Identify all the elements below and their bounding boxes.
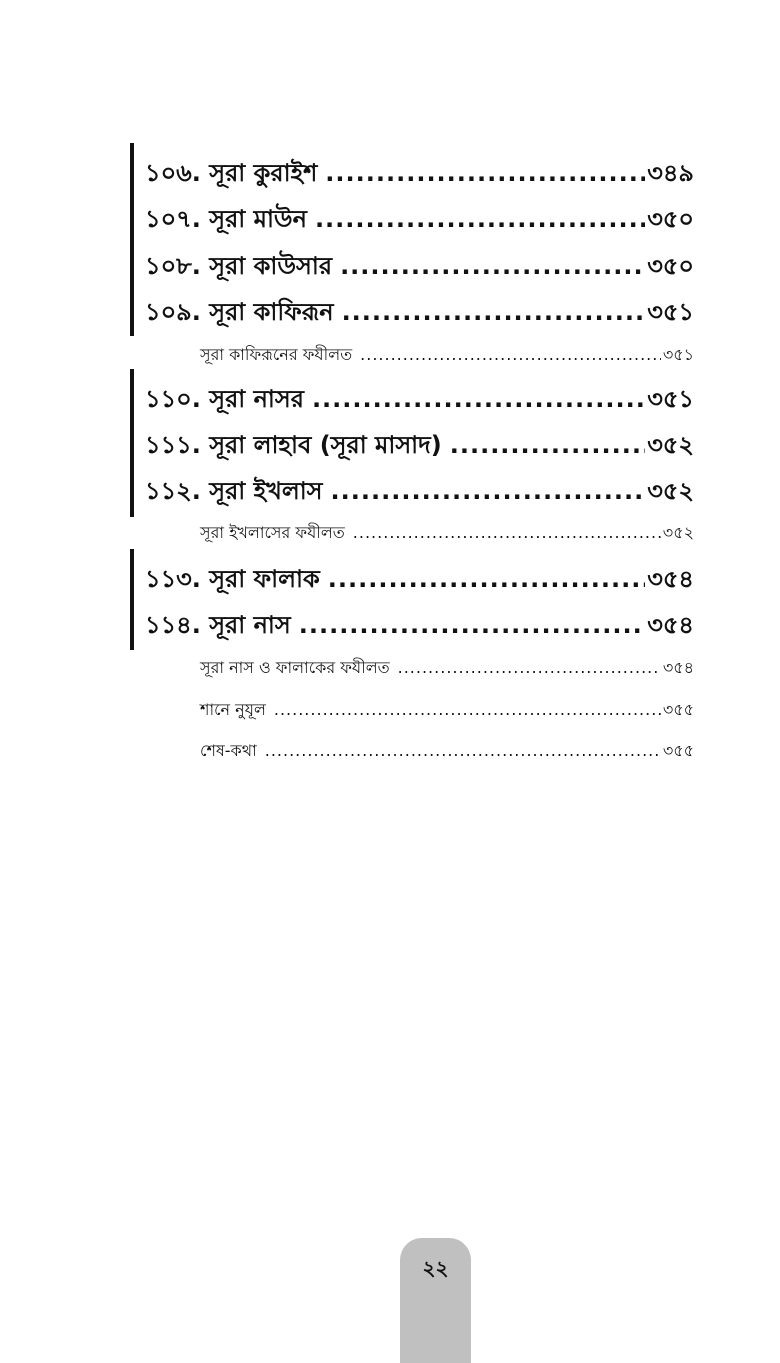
toc-entry-108[interactable] — [145, 248, 694, 282]
entry-title: ১০৮. সূরা কাউসার — [145, 252, 333, 280]
dot-leader — [325, 159, 645, 187]
entry-page: ৩৫২ — [662, 523, 694, 542]
entry-page: ৩৫২ — [647, 477, 694, 505]
entry-page: ৩৫২ — [647, 431, 694, 459]
toc-subentry-kafirun-fazilat[interactable] — [200, 342, 694, 366]
toc-entry-107[interactable] — [145, 201, 694, 235]
dot-leader — [360, 345, 661, 364]
entry-title: ১০৬. সূরা কুরাইশ — [145, 159, 318, 187]
entry-title: ১১৩. সূরা ফালাক — [145, 565, 320, 593]
entry-page: ৩৫৪ — [647, 565, 694, 593]
entry-title: ১১১. সূরা লাহাব (সূরা মাসাদ) — [145, 431, 442, 459]
toc-entry-113[interactable] — [145, 561, 694, 595]
entry-page: ৩৫১ — [647, 298, 694, 326]
dot-leader — [265, 741, 661, 760]
toc-subentry-shane-nuzul[interactable] — [200, 697, 694, 721]
entry-title: শানে নুযূল — [200, 700, 266, 719]
dot-leader — [450, 431, 645, 459]
entry-title: সূরা কাফিরূনের ফযীলত — [200, 345, 353, 364]
entry-title: ১০৭. সূরা মাউন — [145, 205, 307, 233]
dot-leader — [312, 385, 645, 413]
entry-page: ৩৫৫ — [662, 741, 694, 760]
entry-title: ১১৪. সূরা নাস — [145, 611, 291, 639]
toc-subentry-ikhlas-fazilat[interactable] — [200, 520, 694, 544]
entry-title: ১০৯. সূরা কাফিরূন — [145, 298, 334, 326]
entry-page: ৩৫৪ — [662, 658, 694, 677]
entry-page: ৩৫১ — [647, 385, 694, 413]
entry-page: ৩৫০ — [647, 205, 694, 233]
entry-title: ১১২. সূরা ইখলাস — [145, 477, 323, 505]
entry-title: সূরা নাস ও ফালাকের ফযীলত — [200, 658, 390, 677]
entry-page: ৩৫১ — [662, 345, 694, 364]
section-bar — [130, 369, 134, 517]
dot-leader — [274, 700, 661, 719]
dot-leader — [299, 611, 646, 639]
dot-leader — [398, 658, 661, 677]
entry-page: ৩৫৪ — [647, 611, 694, 639]
toc-entry-110[interactable] — [145, 381, 694, 415]
toc-entry-111[interactable] — [145, 427, 694, 461]
section-bar — [130, 549, 134, 650]
toc-entry-109[interactable] — [145, 294, 694, 328]
dot-leader — [342, 298, 646, 326]
toc-entry-114[interactable] — [145, 607, 694, 641]
entry-title: শেষ-কথা — [200, 741, 257, 760]
dot-leader — [340, 252, 645, 280]
dot-leader — [328, 565, 646, 593]
dot-leader — [315, 205, 645, 233]
page-number: ২২ — [422, 1256, 449, 1280]
section-bar — [130, 143, 134, 336]
dot-leader — [331, 477, 646, 505]
toc-subentry-shesh-kotha[interactable] — [200, 738, 694, 762]
entry-page: ৩৫৫ — [662, 700, 694, 719]
toc-entry-112[interactable] — [145, 473, 694, 507]
entry-page: ৩৫০ — [647, 252, 694, 280]
dot-leader — [353, 523, 661, 542]
entry-title: সূরা ইখলাসের ফযীলত — [200, 523, 345, 542]
toc-entry-106[interactable] — [145, 155, 694, 189]
entry-title: ১১০. সূরা নাসর — [145, 385, 304, 413]
entry-page: ৩৪৯ — [647, 159, 694, 187]
toc-subentry-nas-falak-fazilat[interactable] — [200, 655, 694, 679]
page-number-tab — [400, 1238, 471, 1363]
